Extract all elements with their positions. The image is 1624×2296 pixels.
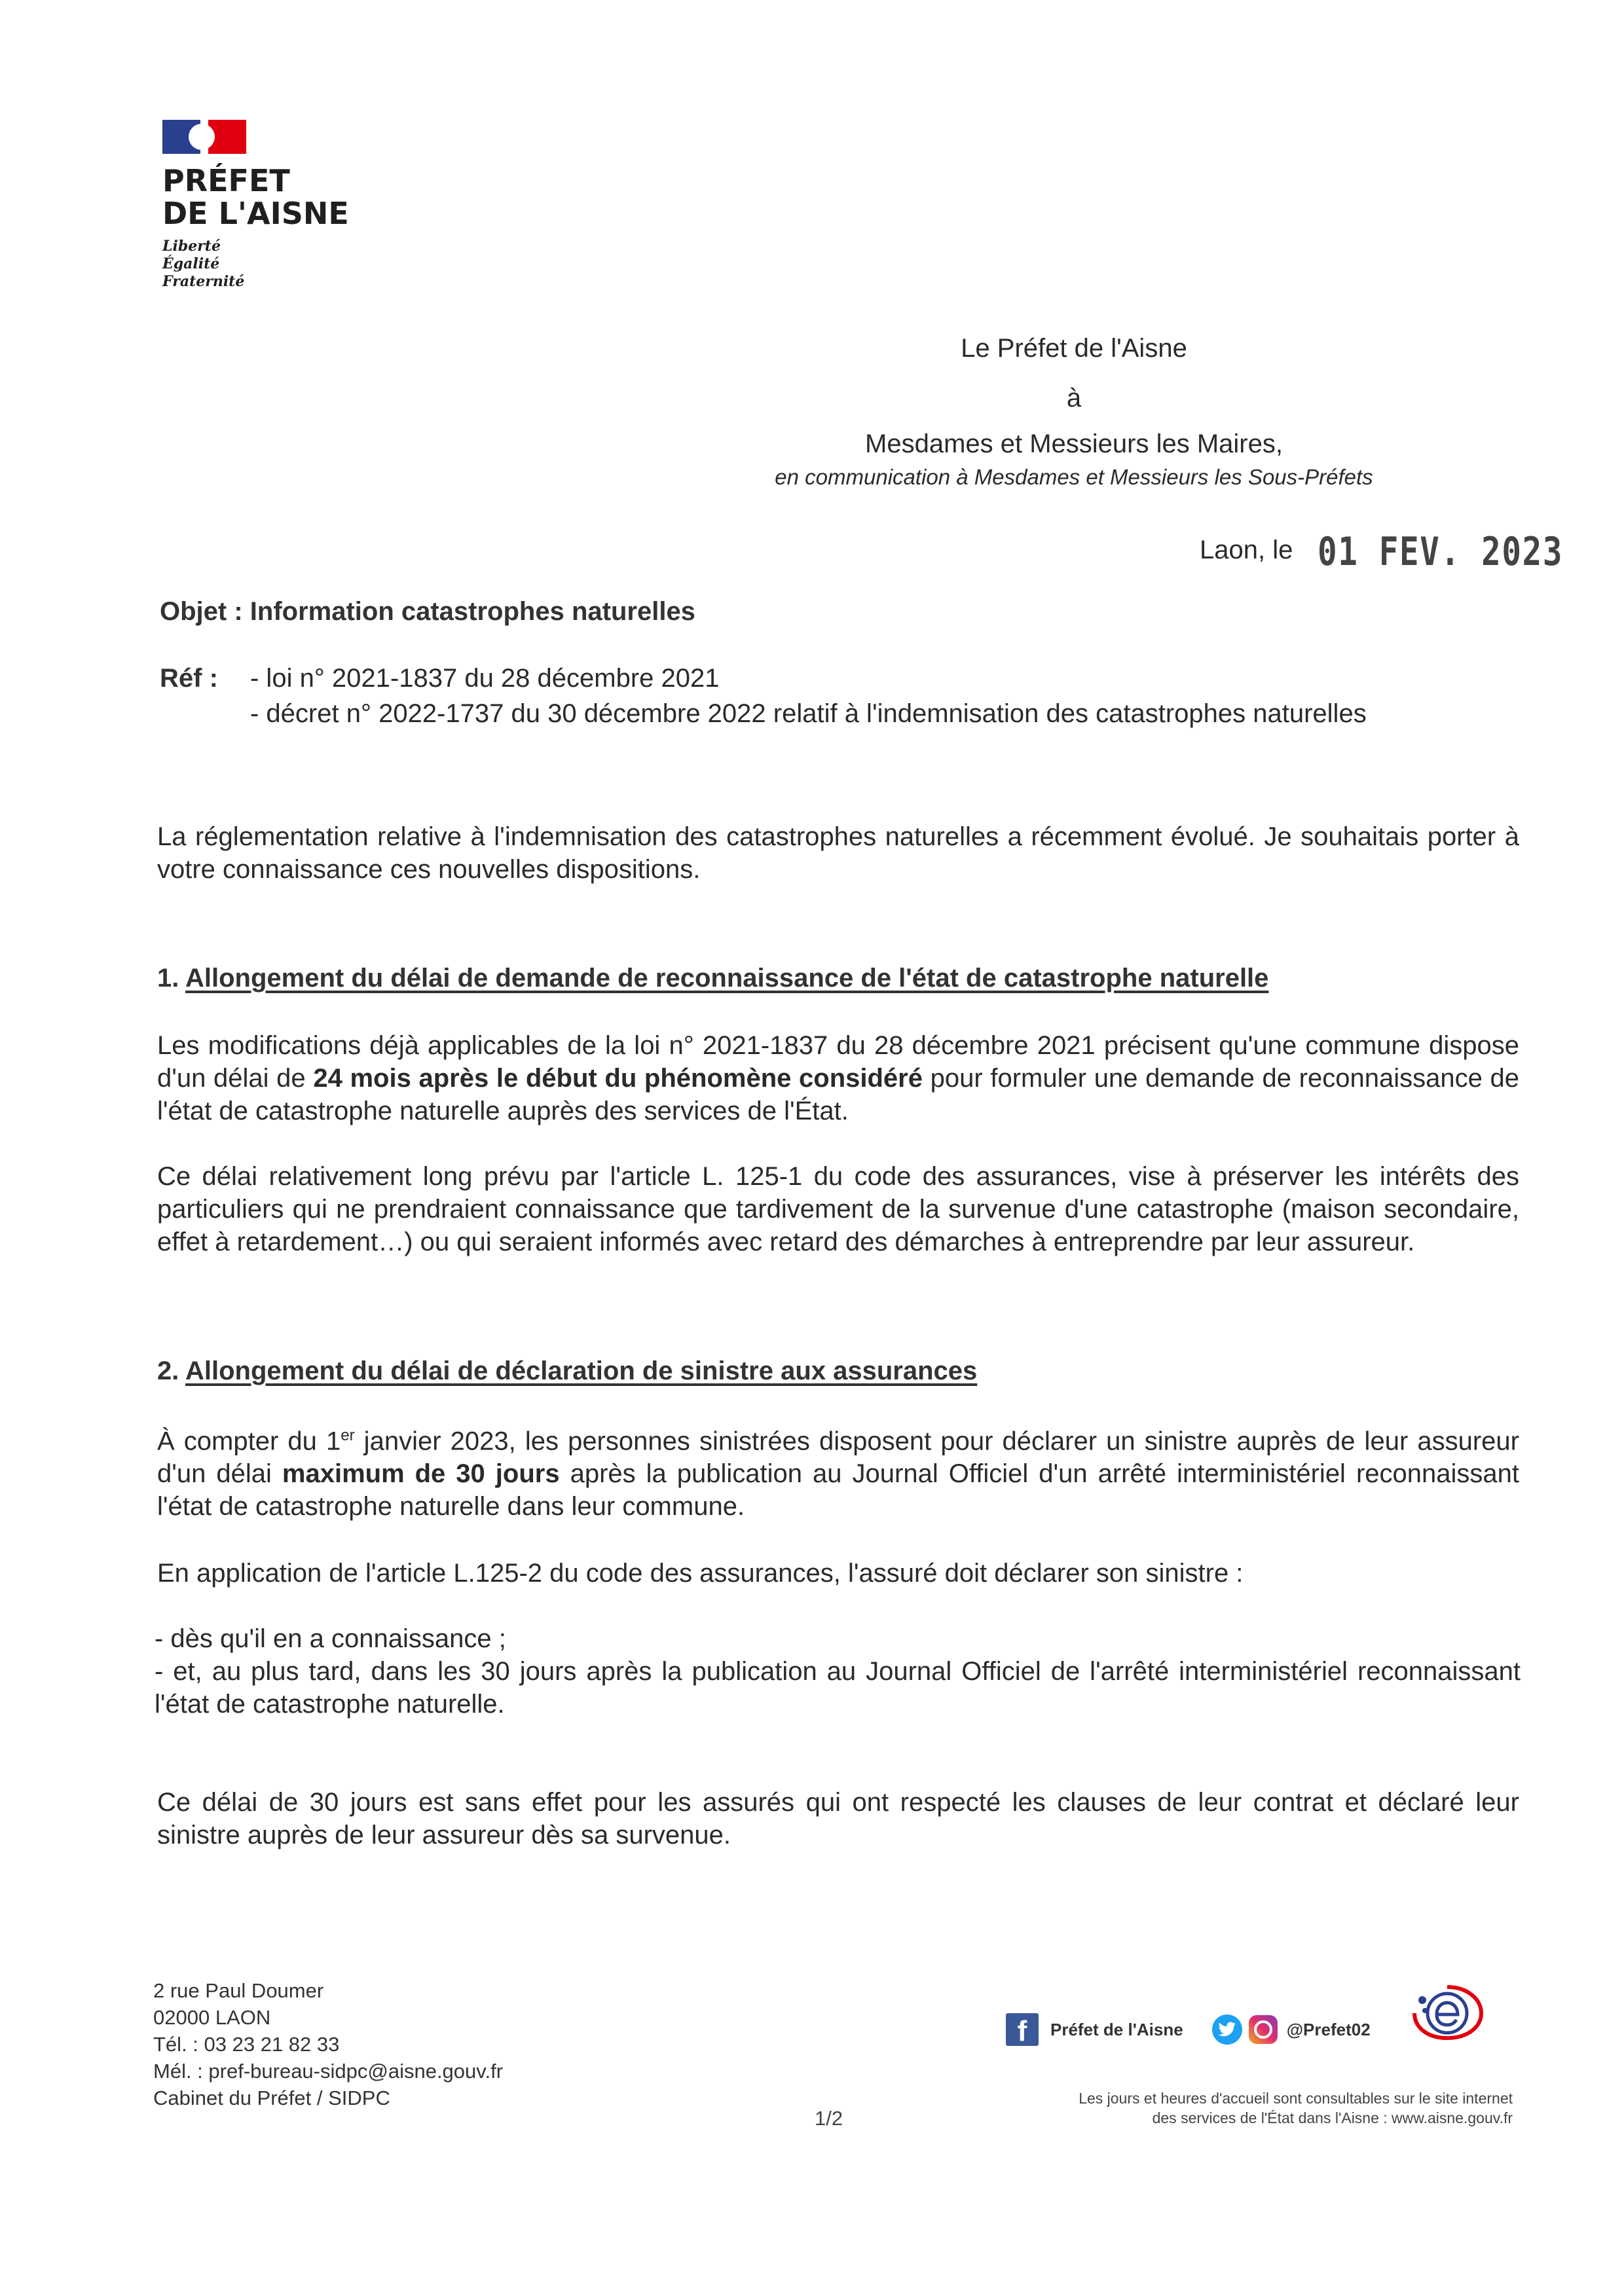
copy-recipients: en communication à Mesdames et Messieurs les Sous-Préfets <box>775 465 1373 489</box>
note-line-2: des services de l'État dans l'Aisne : www.aisne.gouv.fr <box>1152 2109 1513 2126</box>
facebook-label: Préfet de l'Aisne <box>1050 2019 1183 2039</box>
section-2-title: Allongement du délai de déclaration de sinistre aux assurances <box>185 1357 978 1385</box>
marianne-flag-logo <box>162 120 246 154</box>
section-1-paragraph-1 <box>157 1029 1519 1127</box>
intro-paragraph: La réglementation relative à l'indemnisation des catastrophes naturelles a récemment évolué. Je souhaitais porter à votre connaissance ces nouvelles dispositions. <box>157 822 1519 884</box>
ref-law: - loi n° 2021-1837 du 28 décembre 2021 <box>250 664 720 693</box>
opening-hours-note <box>969 2088 1513 2128</box>
s2p1-text-b: janvier 2023, les personnes sinistrées disposent pour déclarer un sinistre auprès de leur assureur d'un délai <box>157 1427 1519 1489</box>
note-line-1: Les jours et heures d'accueil sont consultables sur le site internet <box>1079 2090 1513 2107</box>
address-email: Mél. : pref-bureau-sidpc@aisne.gouv.fr <box>153 2060 504 2083</box>
section-1-number: 1. <box>157 964 179 993</box>
instagram-icon <box>1249 2015 1278 2044</box>
date-stamp: 01 FEV. 2023 <box>1318 529 1564 575</box>
list-item-1: - dès qu'il en a connaissance ; <box>155 1624 506 1653</box>
s1p1-bold: 24 mois après le début du phénomène considéré <box>313 1064 923 1093</box>
s2p1-text-c: après la publication au Journal Officiel d'un arrêté interministériel reconnaissant l'état de catastrophe naturelle dans leur commune. <box>157 1459 1519 1522</box>
address-phone: Tél. : 03 23 21 82 33 <box>153 2033 340 2056</box>
list-item-2: - et, au plus tard, dans les 30 jours après la publication au Journal Officiel de l'arrêté interministériel reconnaissant l'état de catastrophe naturelle. <box>155 1657 1521 1719</box>
page-number: 1/2 <box>815 2107 843 2130</box>
logo-line-1: PRÉFET <box>162 163 290 198</box>
date-label: Laon, le <box>1200 536 1293 564</box>
prefecture-logo <box>162 120 372 291</box>
ref-decree: - décret n° 2022-1737 du 30 décembre 2022 relatif à l'indemnisation des catastrophes naturelles <box>250 699 1367 728</box>
ref-label: Réf : <box>160 664 218 693</box>
section-2-paragraph-3: Ce délai de 30 jours est sans effet pour les assurés qui ont respecté les clauses de leur contrat et déclaré leur sinistre auprès de leur assureur dès sa survenue. <box>157 1788 1519 1850</box>
s2p1-sup: er <box>341 1427 355 1444</box>
social-links <box>1006 2010 1371 2049</box>
motto <box>162 238 372 291</box>
address-street: 2 rue Paul Doumer <box>153 1979 324 2002</box>
section-1-heading <box>157 964 1268 993</box>
address-city: 02000 LAON <box>153 2006 271 2029</box>
motto-egalite: Égalité <box>162 255 220 272</box>
s1p1-text-b: pour formuler une demande de reconnaissance de l'état de catastrophe naturelle auprès des services de l'État. <box>157 1064 1519 1125</box>
subject-line: Objet : Information catastrophes naturelles <box>160 597 695 626</box>
section-2-paragraph-2: En application de l'article L.125-2 du code des assurances, l'assuré doit déclarer son sinistre : <box>157 1559 1244 1588</box>
sender: Le Préfet de l'Aisne <box>961 334 1187 363</box>
e-label-logo <box>1408 1980 1486 2052</box>
social-handle: @Prefet02 <box>1286 2019 1371 2039</box>
motto-liberte: Liberté <box>162 238 221 255</box>
logo-line-2: DE L'AISNE <box>162 196 349 231</box>
facebook-icon: f <box>1006 2013 1039 2046</box>
logo-title <box>162 164 372 230</box>
section-1-title: Allongement du délai de demande de reconnaissance de l'état de catastrophe naturelle <box>185 964 1269 993</box>
address-office: Cabinet du Préfet / SIDPC <box>153 2086 390 2109</box>
section-2-paragraph-1 <box>157 1419 1519 1523</box>
section-2-number: 2. <box>157 1357 179 1385</box>
section-1-paragraph-2: Ce délai relativement long prévu par l'article L. 125-1 du code des assurances, vise à préserver les intérêts des particuliers qui ne prendraient connaissance que tardivement de la survenue d'une catastrophe (maison secondaire, effet à retardement…) ou qui seraient informés avec retard des démarches à entreprendre par leur assureur. <box>157 1162 1519 1256</box>
recipients: Mesdames et Messieurs les Maires, <box>865 429 1283 458</box>
to-word: à <box>1066 384 1082 412</box>
s2p1-bold: maximum de 30 jours <box>282 1459 560 1489</box>
section-2-heading <box>157 1357 977 1386</box>
twitter-icon <box>1212 2014 1242 2045</box>
s1p1-text-a: Les modifications déjà applicables de la loi n° 2021-1837 du 28 décembre 2021 précisent qu'une commune dispose d'un délai de <box>157 1031 1519 1093</box>
motto-fraternite: Fraternité <box>162 273 245 290</box>
s2p1-text-a: À compter du 1 <box>157 1427 341 1456</box>
footer-address <box>153 1977 503 2111</box>
